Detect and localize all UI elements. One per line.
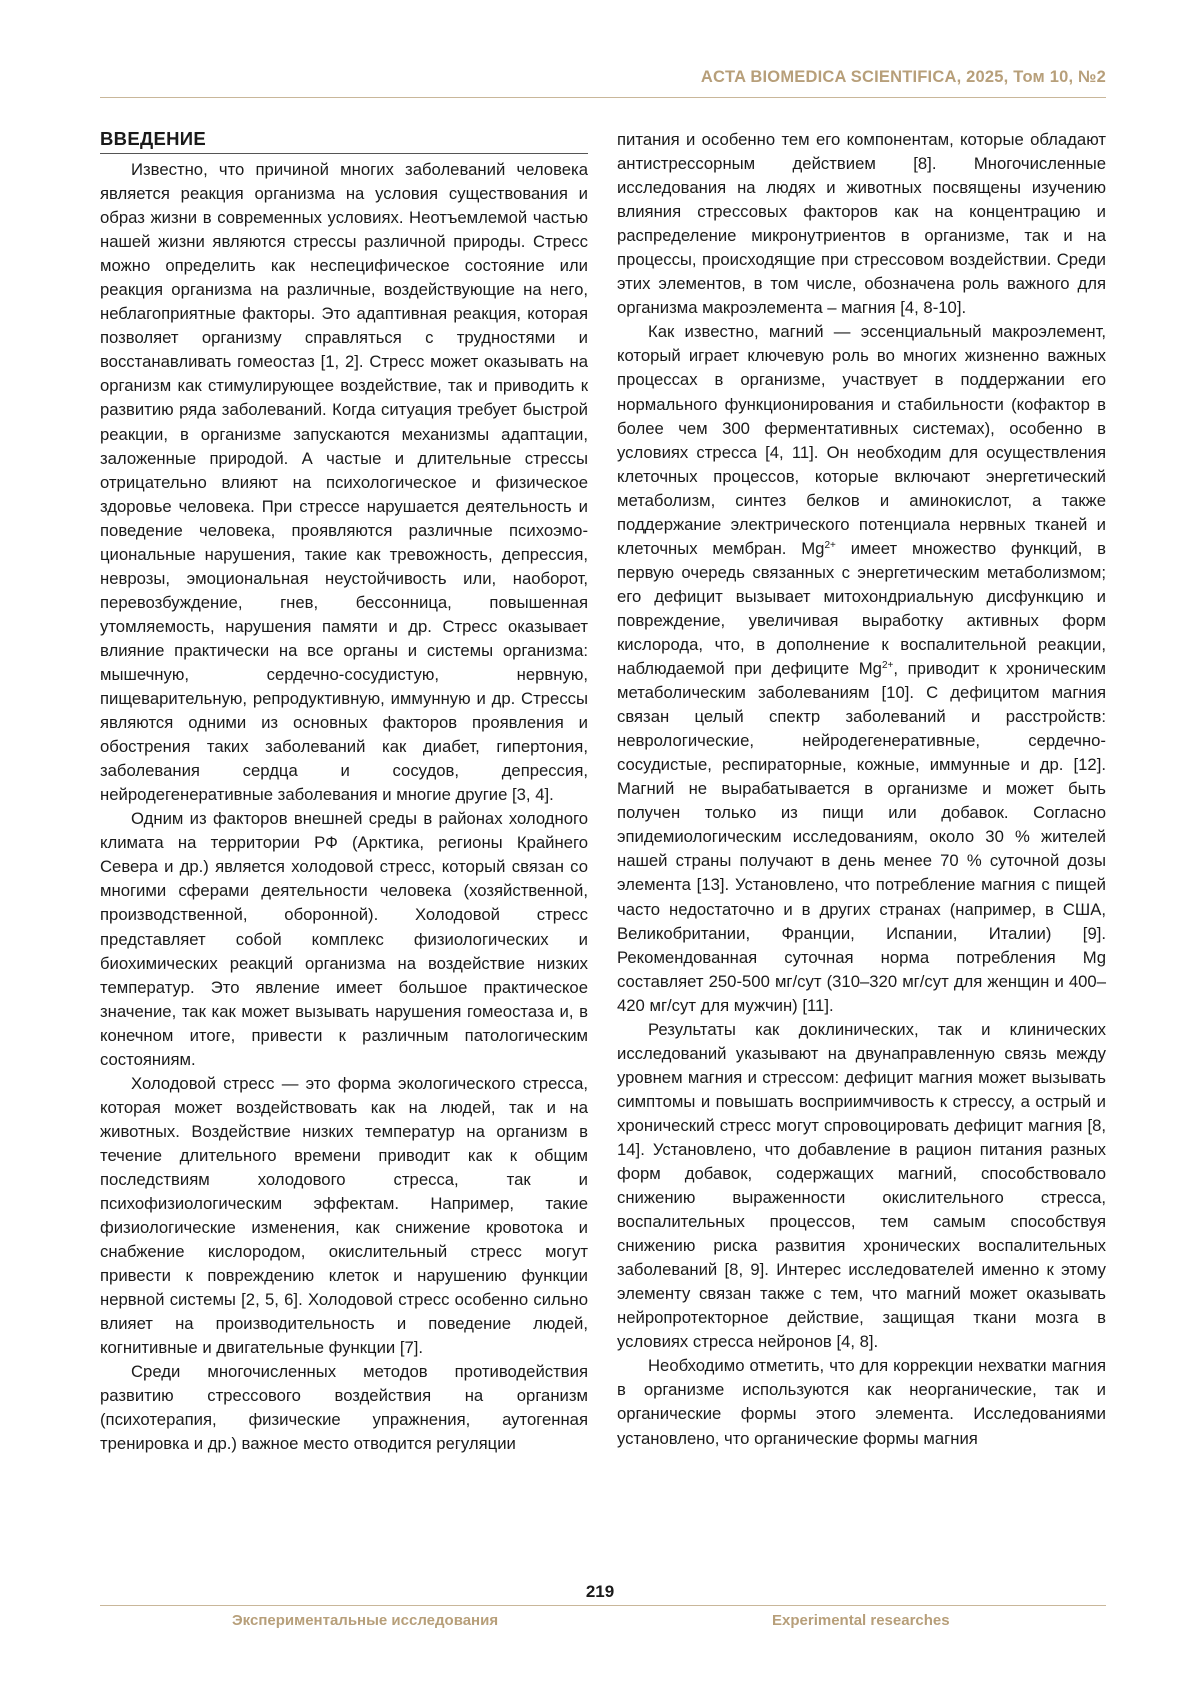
page-number: 219: [585, 1582, 615, 1601]
footer-rule: [100, 1605, 1106, 1606]
paragraph: Результаты как доклинических, так и клинических исследований указывают на двунаправленную связь между уровнем магния и стрессом: дефицит магния может вызывать симптомы и повышать восприимчивость к стрессу, а острый и хронический стресс могут спровоцировать дефицит магния [8, 14]. Установлено, что добавление в рацион питания разных форм добавок, содержащих магний, способствовало снижению выраженности окислительного стресса, воспалительных процессов, тем самым способствуя снижению риска развития хронических воспалительных заболеваний [8, 9]. Интерес исследователей именно к этому элементу связан также с тем, что магний может оказывать нейропротекторное действие, защищая ткани мозга в условиях стресса нейронов [4, 8].: [617, 1019, 1106, 1352]
paragraph: Известно, что причиной многих заболеваний человека является реакция организма на условия существования и образ жизни в современных условиях. Неотъемлемой частью нашей жизни являются стрессы различной природы. Стресс можно определить как неспецифическое состояние или реакция организма на различные, воздействующие на него, неблагоприятные факторы. Это адаптивная реакция, которая позволяет организму справляться с трудностями и восстанавливать гомеостаз [1, 2]. Стресс может оказывать на организм как стимулирующее воздействие, так и приводить к развитию ряда заболеваний. Когда ситуация требует быстрой реакции, в организме запускаются механизмы адаптации, заложенные природой. А частые и длительные стрессы отрицательно влияют на психологическое и физическое здоровье человека. При стрессе нарушается деятельность и поведение человека, проявляются различные психоэмоциональные нарушения, такие как тревожность, депрессия, неврозы, эмоциональная неустойчивость или, наоборот, перевозбуждение, гнев, бессонница, повышенная утомляемость, нарушения памяти и др. Стресс оказывает влияние практически на все органы и системы организма: мышечную, сердечно-сосудистую, нервную, пищеварительную, репродуктивную, иммунную и др. Стрессы являются одними из основных факторов проявления и обострения таких заболеваний как диабет, гипертония, заболевания сердца и сосудов, депрессия, нейродегенеративные заболевания и многие другие [3, 4].: [100, 160, 588, 805]
footer-section-label-en: Experimental researches: [772, 1612, 950, 1629]
left-column: [100, 128, 588, 1457]
paragraph: Холодовой стресс — это форма экологического стресса, которая может воздействовать как на людей, так и на животных. Воздействие низких температур на организм в течение длительного времени приводит как к общим последствиям холодового стресса, так и психофизиологическим эффектам. Например, такие физиологические изменения, как снижение кровотока и снабжение кислородом, окислительный стресс могут привести к повреждению клеток и нарушению функции нервной системы [2, 5, 6]. Холодовой стресс особенно сильно влияет на производительность и поведение людей, когнитивные и двигательные функции [7].: [100, 1073, 588, 1358]
text-run: Как известно, магний — эссенциальный макроэлемент, который играет ключевую роль во многих жизненно важных процессах в организме, участвует в поддержании его нормального функционирования и стабильности (кофактор в более чем 300 ферментативных системах), особенно в условиях стресса [4, 11]. Он необходим для осуществления клеточных процессов, которые включают энергетический метаболизм, синтез белков и аминокислот, а также поддержание электрического потенциала нервных тканей и клеточных мембран. Mg: [617, 322, 1106, 558]
paragraph: питания и особенно тем его компонентам, которые обладают антистрессорным действием [8]. Многочисленные исследования на людях и животных посвящены изучению влияния стрессовых факторов как на концентрацию и распределение микронутриентов в организме, так и на процессы, происходящие при стрессовом воздействии. Среди этих элементов, в том числе, обозначена роль важного для организма макроэлемента – магния [4, 8-10].: [617, 130, 1106, 318]
paragraph: Необходимо отметить, что для коррекции нехватки магния в организме используются как неорганические, так и органические формы этого элемента. Исследованиями установлено, что органические формы магния: [617, 1356, 1106, 1448]
header-rule: [100, 97, 1106, 98]
footer-section-label-ru: Экспериментальные исследования: [232, 1612, 499, 1629]
paragraph: Одним из факторов внешней среды в районах холодного климата на территории РФ (Арктика, регионы Крайнего Севера и др.) является холодовой стресс, который связан со многими сферами деятельности человека (хозяйственной, производственной, оборонной). Холодовой стресс представляет собой комплекс физиологических и биохимических реакций организма на воздействие низких температур. Это явление имеет большое практическое значение, так как может вызывать нарушения гомеостаза и, в конечном итоге, привести к различным патологическим состояниям.: [100, 809, 588, 1069]
superscript: 2+: [824, 539, 836, 551]
section-heading: [100, 128, 588, 154]
right-column: [617, 128, 1106, 1451]
superscript: 2+: [881, 660, 894, 672]
running-head: ACTA BIOMEDICA SCIENTIFICA, 2025, Том 10, №2: [700, 68, 1106, 86]
text-run: , приводит к хроническим метаболическим заболеваниям [10]. С дефицитом магния связан целый спектр заболеваний и расстройств: неврологические, нейродегенеративные, сердечно-сосудистые, респираторные, кожные, иммунные и др. [12]. Магний не вырабатывается в организме и может быть получен только из пищи или добавок. Согласно эпидемиологическим исследованиям, около 30 % жителей нашей страны получают в день менее 70 % суточной дозы элемента [13]. Установлено, что потребление магния с пищей часто недостаточно и в других странах (например, в США, Великобритании, Франции, Испании, Италии) [9]. Рекомендованная суточная норма потребления Mg составляет 250-500 мг/сут (310–320 мг/сут для женщин и 400–420 мг/сут для мужчин) [11].: [617, 659, 1106, 1015]
section-heading-text: ВВЕДЕНИЕ: [100, 128, 206, 149]
paragraph: [617, 320, 1106, 1017]
paragraph: Среди многочисленных методов противодействия развитию стрессового воздействия на организм (психотерапия, физические упражнения, аутогенная тренировка и др.) важное место отводится регуляции: [100, 1362, 588, 1454]
text-run: имеет множество функций, в первую очередь связанных с энергетическим метаболизмом; его дефицит вызывает митохондриальную дисфункцию и повреждение, увеличивая выработку активных форм кислорода, что, в дополнение к воспалительной реакции, наблюдаемой при дефиците Mg: [617, 538, 1106, 679]
